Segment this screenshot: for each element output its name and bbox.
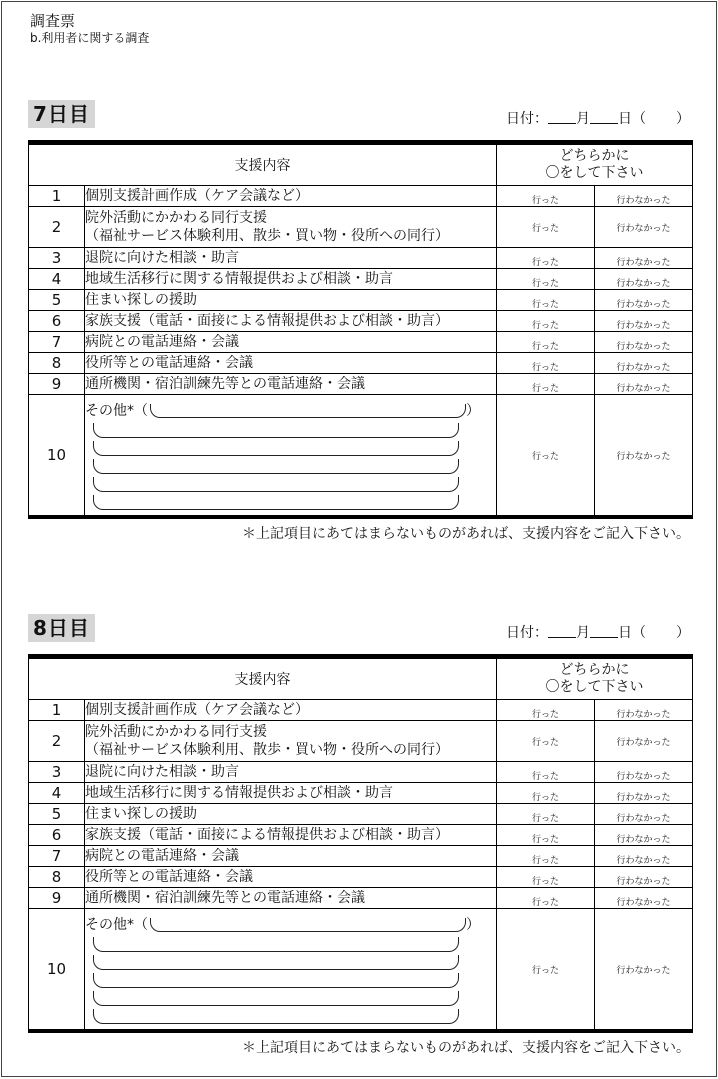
item-number: 3 — [29, 248, 85, 269]
item-number: 8 — [29, 867, 85, 888]
table-row — [29, 867, 693, 888]
item-rows — [29, 700, 693, 1032]
option-done[interactable]: 行った — [497, 721, 595, 762]
table-row — [29, 721, 693, 762]
option-not-done[interactable]: 行わなかった — [595, 207, 693, 248]
table-row — [29, 783, 693, 804]
other-write-line[interactable] — [93, 441, 459, 456]
option-done[interactable]: 行った — [497, 332, 595, 353]
table-row — [29, 186, 693, 207]
item-description: 院外活動にかかわる同行支援 （福祉サービス体験利用、散歩・買い物・役所への同行） — [85, 207, 497, 248]
other-write-line[interactable] — [93, 991, 459, 1006]
option-not-done[interactable]: 行わなかった — [595, 248, 693, 269]
document-header — [30, 12, 149, 46]
item-number: 3 — [29, 762, 85, 783]
other-write-line[interactable] — [93, 423, 459, 438]
option-done[interactable]: 行った — [497, 867, 595, 888]
column-header-choice: どちらかに 〇をして下さい — [497, 657, 693, 700]
other-write-line[interactable] — [150, 404, 466, 418]
item-description: 退院に向けた相談・助言 — [85, 762, 497, 783]
option-not-done[interactable]: 行わなかった — [595, 700, 693, 721]
option-not-done[interactable]: 行わなかった — [595, 374, 693, 395]
option-done[interactable]: 行った — [497, 846, 595, 867]
option-not-done[interactable]: 行わなかった — [595, 353, 693, 374]
option-done[interactable]: 行った — [497, 248, 595, 269]
item-description: 個別支援計画作成（ケア会議など） — [85, 186, 497, 207]
item-description: 家族支援（電話・面接による情報提供および相談・助言） — [85, 311, 497, 332]
day-blank[interactable] — [590, 625, 618, 638]
item-description: 地域生活移行に関する情報提供および相談・助言 — [85, 269, 497, 290]
table-row — [29, 290, 693, 311]
item-number: 6 — [29, 311, 85, 332]
item-number: 8 — [29, 353, 85, 374]
item-number: 4 — [29, 269, 85, 290]
item-rows — [29, 186, 693, 518]
option-not-done[interactable]: 行わなかった — [595, 395, 693, 518]
item-description: 個別支援計画作成（ケア会議など） — [85, 700, 497, 721]
option-not-done[interactable]: 行わなかった — [595, 762, 693, 783]
item-description: 家族支援（電話・面接による情報提供および相談・助言） — [85, 825, 497, 846]
other-write-line[interactable] — [93, 459, 459, 474]
month-blank[interactable] — [548, 111, 576, 124]
item-description: 地域生活移行に関する情報提供および相談・助言 — [85, 783, 497, 804]
day-title: 8日目 — [28, 614, 95, 642]
option-not-done[interactable]: 行わなかった — [595, 804, 693, 825]
option-not-done[interactable]: 行わなかった — [595, 721, 693, 762]
option-not-done[interactable]: 行わなかった — [595, 825, 693, 846]
table-row — [29, 353, 693, 374]
table-row — [29, 762, 693, 783]
item-number: 10 — [29, 909, 85, 1032]
option-done[interactable]: 行った — [497, 395, 595, 518]
table-row-other — [29, 909, 693, 1032]
table-row — [29, 700, 693, 721]
option-not-done[interactable]: 行わなかった — [595, 186, 693, 207]
option-not-done[interactable]: 行わなかった — [595, 311, 693, 332]
item-description: 役所等との電話連絡・会議 — [85, 867, 497, 888]
item-description: 役所等との電話連絡・会議 — [85, 353, 497, 374]
day-blank[interactable] — [590, 111, 618, 124]
other-description: その他* （ ） — [85, 395, 497, 518]
option-not-done[interactable]: 行わなかった — [595, 332, 693, 353]
option-done[interactable]: 行った — [497, 825, 595, 846]
item-number: 5 — [29, 290, 85, 311]
option-done[interactable]: 行った — [497, 207, 595, 248]
table-row — [29, 804, 693, 825]
survey-page — [1, 1, 717, 1077]
option-not-done[interactable]: 行わなかった — [595, 909, 693, 1032]
item-number: 4 — [29, 783, 85, 804]
item-description: 通所機関・宿泊訓練先等との電話連絡・会議 — [85, 888, 497, 909]
item-number: 6 — [29, 825, 85, 846]
option-not-done[interactable]: 行わなかった — [595, 867, 693, 888]
support-table — [28, 140, 693, 519]
option-done[interactable]: 行った — [497, 290, 595, 311]
document-title: 調査票 — [30, 12, 76, 30]
item-number: 5 — [29, 804, 85, 825]
option-not-done[interactable]: 行わなかった — [595, 269, 693, 290]
table-row-other — [29, 395, 693, 518]
item-number: 1 — [29, 700, 85, 721]
table-row — [29, 311, 693, 332]
option-done[interactable]: 行った — [497, 762, 595, 783]
option-done[interactable]: 行った — [497, 186, 595, 207]
month-blank[interactable] — [548, 625, 576, 638]
item-number: 1 — [29, 186, 85, 207]
day-section-8 — [28, 614, 692, 1057]
other-write-line[interactable] — [93, 477, 459, 492]
item-description: 病院との電話連絡・会議 — [85, 332, 497, 353]
option-done[interactable]: 行った — [497, 311, 595, 332]
item-number: 10 — [29, 395, 85, 518]
other-write-line[interactable] — [150, 918, 466, 932]
option-done[interactable]: 行った — [497, 783, 595, 804]
option-done[interactable]: 行った — [497, 909, 595, 1032]
item-number: 2 — [29, 207, 85, 248]
option-not-done[interactable]: 行わなかった — [595, 888, 693, 909]
item-number: 7 — [29, 846, 85, 867]
item-description: 住まい探しの援助 — [85, 290, 497, 311]
item-number: 9 — [29, 374, 85, 395]
other-write-line[interactable] — [93, 955, 459, 970]
item-number: 9 — [29, 888, 85, 909]
option-done[interactable]: 行った — [497, 804, 595, 825]
other-write-line[interactable] — [93, 1009, 459, 1024]
column-header-choice: どちらかに 〇をして下さい — [497, 143, 693, 186]
option-done[interactable]: 行った — [497, 700, 595, 721]
option-not-done[interactable]: 行わなかった — [595, 846, 693, 867]
column-header-content: 支援内容 — [29, 143, 497, 186]
item-number: 7 — [29, 332, 85, 353]
item-number: 2 — [29, 721, 85, 762]
item-description: 通所機関・宿泊訓練先等との電話連絡・会議 — [85, 374, 497, 395]
option-not-done[interactable]: 行わなかった — [595, 290, 693, 311]
table-row — [29, 248, 693, 269]
other-description: その他* （ ） — [85, 909, 497, 1032]
footnote: ＊上記項目にあてはまらないものがあれば、支援内容をご記入下さい。 — [242, 1040, 690, 1056]
item-description: 退院に向けた相談・助言 — [85, 248, 497, 269]
other-write-line[interactable] — [93, 973, 459, 988]
item-description: 病院との電話連絡・会議 — [85, 846, 497, 867]
option-done[interactable]: 行った — [497, 374, 595, 395]
other-write-line[interactable] — [93, 937, 459, 952]
table-row — [29, 332, 693, 353]
table-row — [29, 888, 693, 909]
item-description: 住まい探しの援助 — [85, 804, 497, 825]
document-subtitle: b.利用者に関する調査 — [30, 31, 150, 45]
table-row — [29, 825, 693, 846]
option-not-done[interactable]: 行わなかった — [595, 783, 693, 804]
table-row — [29, 207, 693, 248]
footnote: ＊上記項目にあてはまらないものがあれば、支援内容をご記入下さい。 — [242, 526, 690, 542]
column-header-content: 支援内容 — [29, 657, 497, 700]
option-done[interactable]: 行った — [497, 353, 595, 374]
date-field: 日付： 月 日（ ） — [506, 111, 690, 127]
option-done[interactable]: 行った — [497, 269, 595, 290]
table-row — [29, 269, 693, 290]
day-section-7 — [28, 100, 692, 543]
table-row — [29, 846, 693, 867]
item-description: 院外活動にかかわる同行支援 （福祉サービス体験利用、散歩・買い物・役所への同行） — [85, 721, 497, 762]
day-title: 7日目 — [28, 100, 95, 128]
other-write-line[interactable] — [93, 495, 459, 510]
option-done[interactable]: 行った — [497, 888, 595, 909]
date-field: 日付： 月 日（ ） — [506, 625, 690, 641]
table-row — [29, 374, 693, 395]
support-table — [28, 654, 693, 1033]
